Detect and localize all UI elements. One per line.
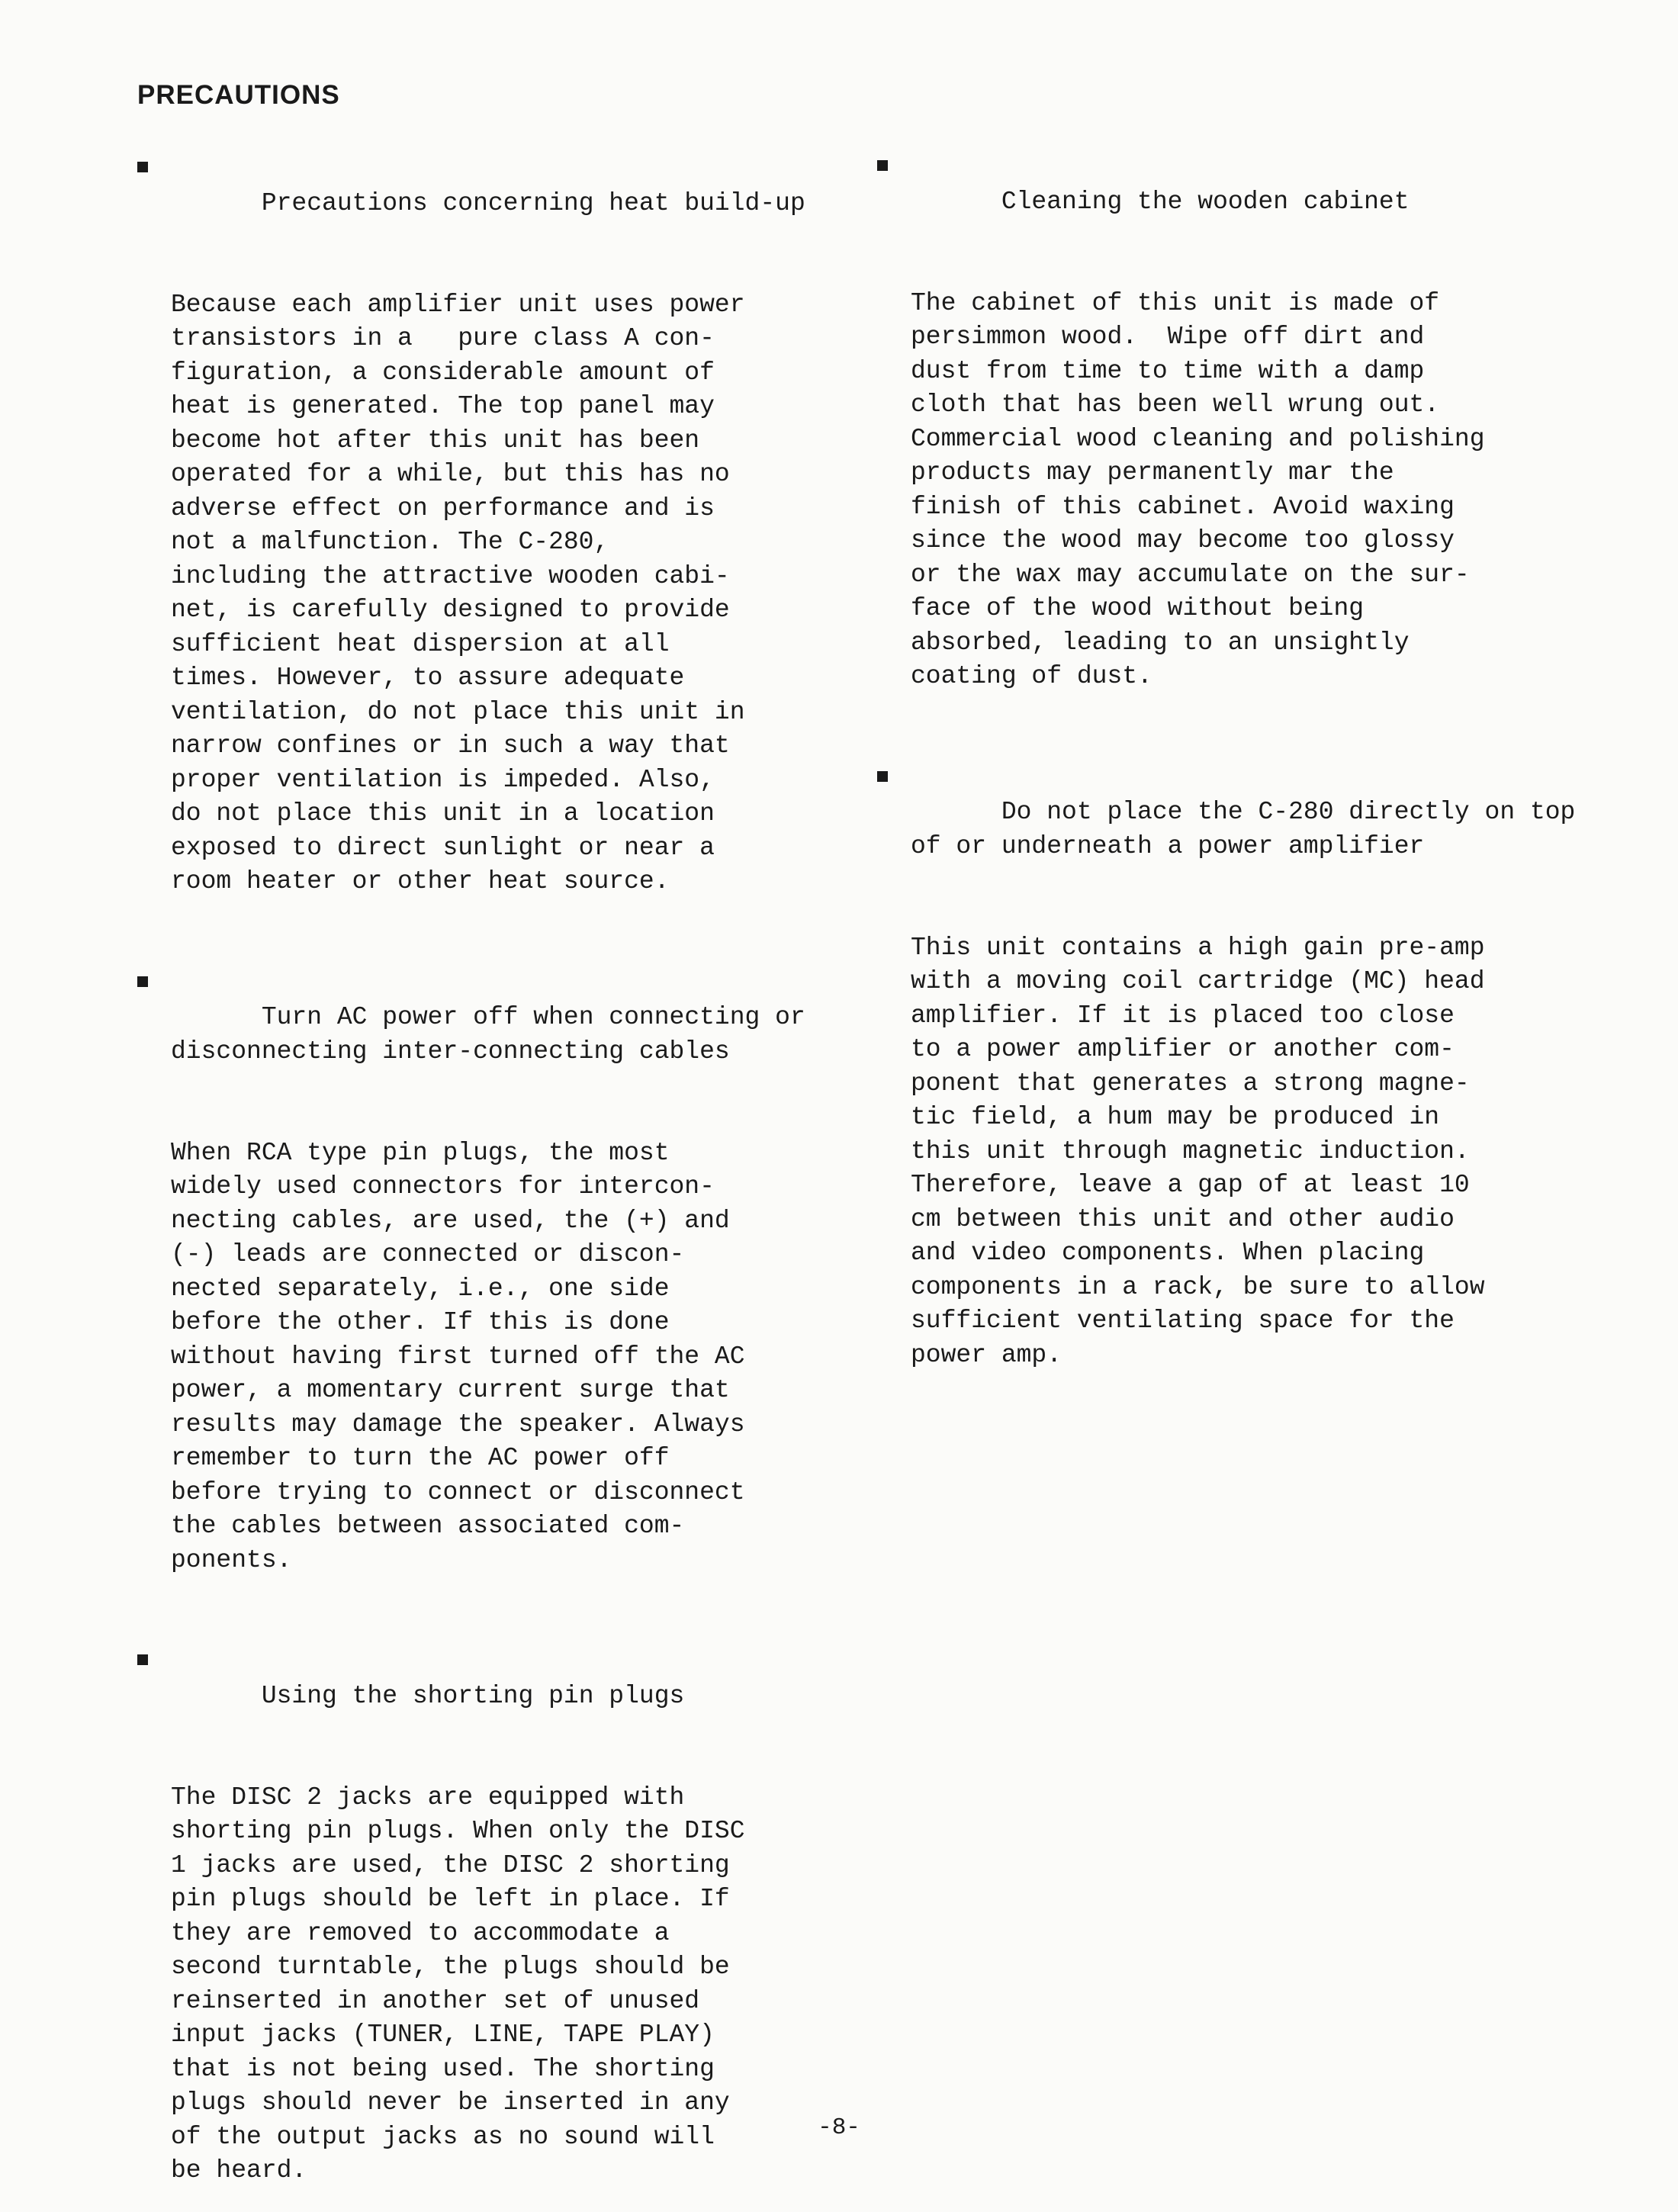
- page-number: -8-: [818, 2114, 860, 2141]
- heading-text: Turn AC power off when connecting or disconnecting inter-connecting cables: [171, 1003, 805, 1066]
- section-shorting-plugs: [137, 1645, 824, 2188]
- section-heading: [137, 153, 824, 255]
- section-body: The DISC 2 jacks are equipped with shorting pin plugs. When only the DISC 1 jacks are used, the DISC 2 shorting pin plugs should be left in place. If they are removed to accommodate a second turntable, the plugs should be reinserted in another set of unused input jacks (TUNER, LINE, TAPE PLAY) that is not being used. The shorting plugs should never be inserted in any of the output jacks as no sound will be heard.: [171, 1783, 745, 2185]
- section-heading: [137, 967, 824, 1103]
- bullet-icon: [137, 976, 148, 987]
- right-column: [877, 151, 1579, 1372]
- bullet-icon: [877, 771, 888, 782]
- heading-text: Cleaning the wooden cabinet: [1001, 187, 1410, 216]
- section-heading: [877, 762, 1579, 898]
- heading-text: Using the shorting pin plugs: [261, 1681, 685, 1710]
- section-heading: [877, 151, 1579, 253]
- left-column: [137, 153, 824, 2188]
- page-title: PRECAUTIONS: [137, 80, 340, 110]
- bullet-icon: [137, 1654, 148, 1665]
- bullet-icon: [137, 162, 148, 172]
- section-body: Because each amplifier unit uses power transistors in a pure class A con- figuration, a considerable amount of heat is generated. The top panel may become hot after this unit has been operated for a while, but this has no adverse effect on performance and is not a malfunction. The C-280, including the attractive wooden cabi- net, is carefully designed to provide sufficient heat dispersion at all times. However, to assure adequate ventilation, do not place this unit in narrow confines or in such a way that proper ventilation is impeded. Also, do not place this unit in a location exposed to direct sunlight or near a room heater or other heat source.: [171, 290, 745, 895]
- section-heading: [137, 1645, 824, 1747]
- section-cleaning-cabinet: [877, 151, 1579, 694]
- section-body: The cabinet of this unit is made of persimmon wood. Wipe off dirt and dust from time to time with a damp cloth that has been well wrung out. Commercial wood cleaning and polishing products may permanently mar the finish of this cabinet. Avoid waxing since the wood may become too glossy or the wax may accumulate on the sur- face of the wood without being absorbed, leading to an unsightly coating of dust.: [911, 288, 1485, 690]
- bullet-icon: [877, 160, 888, 171]
- section-body: When RCA type pin plugs, the most widely used connectors for intercon- necting cables, are used, the (+) and (-) leads are connected or discon- nected separately, i.e., one side before the other. If this is done without having first turned off the AC power, a momentary current surge that results may damage the speaker. Always remember to turn the AC power off before trying to connect or disconnect the cables between associated com- ponents.: [171, 1138, 745, 1574]
- heading-text: Precautions concerning heat build-up: [261, 188, 805, 217]
- section-placement: [877, 762, 1579, 1373]
- section-heat-buildup: [137, 153, 824, 899]
- section-body: This unit contains a high gain pre-amp with a moving coil cartridge (MC) head amplifier. If it is placed too close to a power amplifier or another com- ponent that generates a strong magne- tic field, a hum may be produced in this unit through magnetic induction. Therefore, leave a gap of at least 10 cm between this unit and other audio and video components. When placing components in a rack, be sure to allow sufficient ventilating space for the power amp.: [911, 933, 1485, 1369]
- heading-text: Do not place the C-280 directly on top of or underneath a power amplifier: [911, 798, 1576, 860]
- section-ac-power: [137, 967, 824, 1578]
